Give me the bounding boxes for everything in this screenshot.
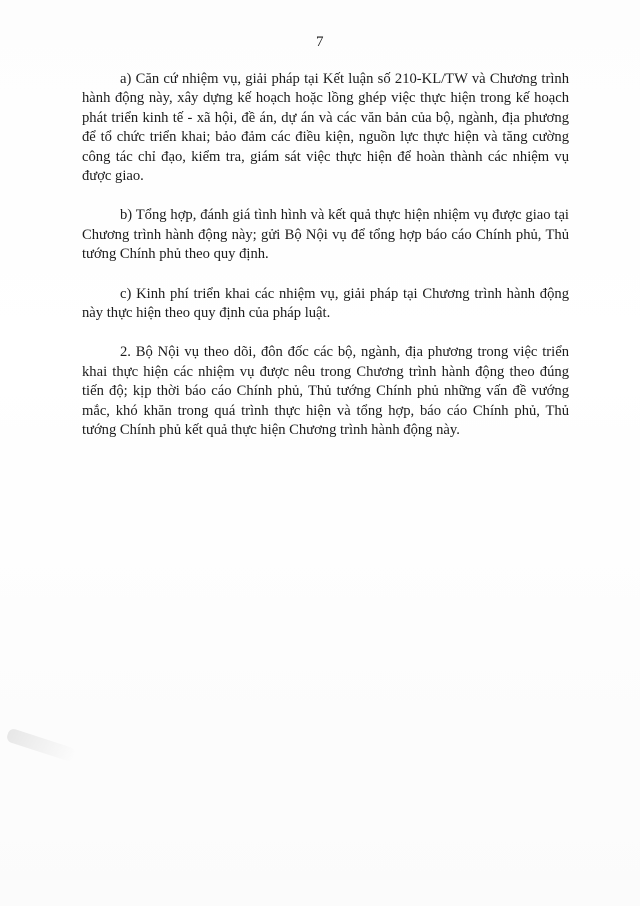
paragraph-a: a) Căn cứ nhiệm vụ, giải pháp tại Kết luận số 210-KL/TW và Chương trình hành động này, xây dựng kế hoạch hoặc lồng ghép việc thực hiện trong kế hoạch phát triển kinh tế - xã hội, đề án, dự án và các văn bản của bộ, ngành, địa phương để tổ chức triển khai; bảo đảm các điều kiện, nguồn lực thực hiện và tăng cường công tác chỉ đạo, kiểm tra, giám sát việc thực hiện để hoàn thành các nhiệm vụ được giao. (82, 71, 569, 185)
scan-artifact (6, 728, 77, 763)
paragraph-b: b) Tổng hợp, đánh giá tình hình và kết quả thực hiện nhiệm vụ được giao tại Chương trình hành động này; gửi Bộ Nội vụ để tổng hợp báo cáo Chính phủ, Thủ tướng Chính phủ theo quy định. (82, 207, 569, 263)
document-body (82, 70, 569, 461)
paragraph-c: c) Kinh phí triển khai các nhiệm vụ, giải pháp tại Chương trình hành động này thực hiện theo quy định của pháp luật. (82, 285, 569, 322)
page-number: 7 (316, 34, 324, 50)
paragraph-2: 2. Bộ Nội vụ theo dõi, đôn đốc các bộ, ngành, địa phương trong việc triển khai thực hiện các nhiệm vụ được nêu trong Chương trình hành động theo đúng tiến độ; kịp thời báo cáo Chính phủ, Thủ tướng Chính phủ những vấn đề vướng mắc, khó khăn trong quá trình thực hiện và tổng hợp, báo cáo Chính phủ, Thủ tướng Chính phủ kết quả thực hiện Chương trình hành động này. (82, 344, 569, 439)
